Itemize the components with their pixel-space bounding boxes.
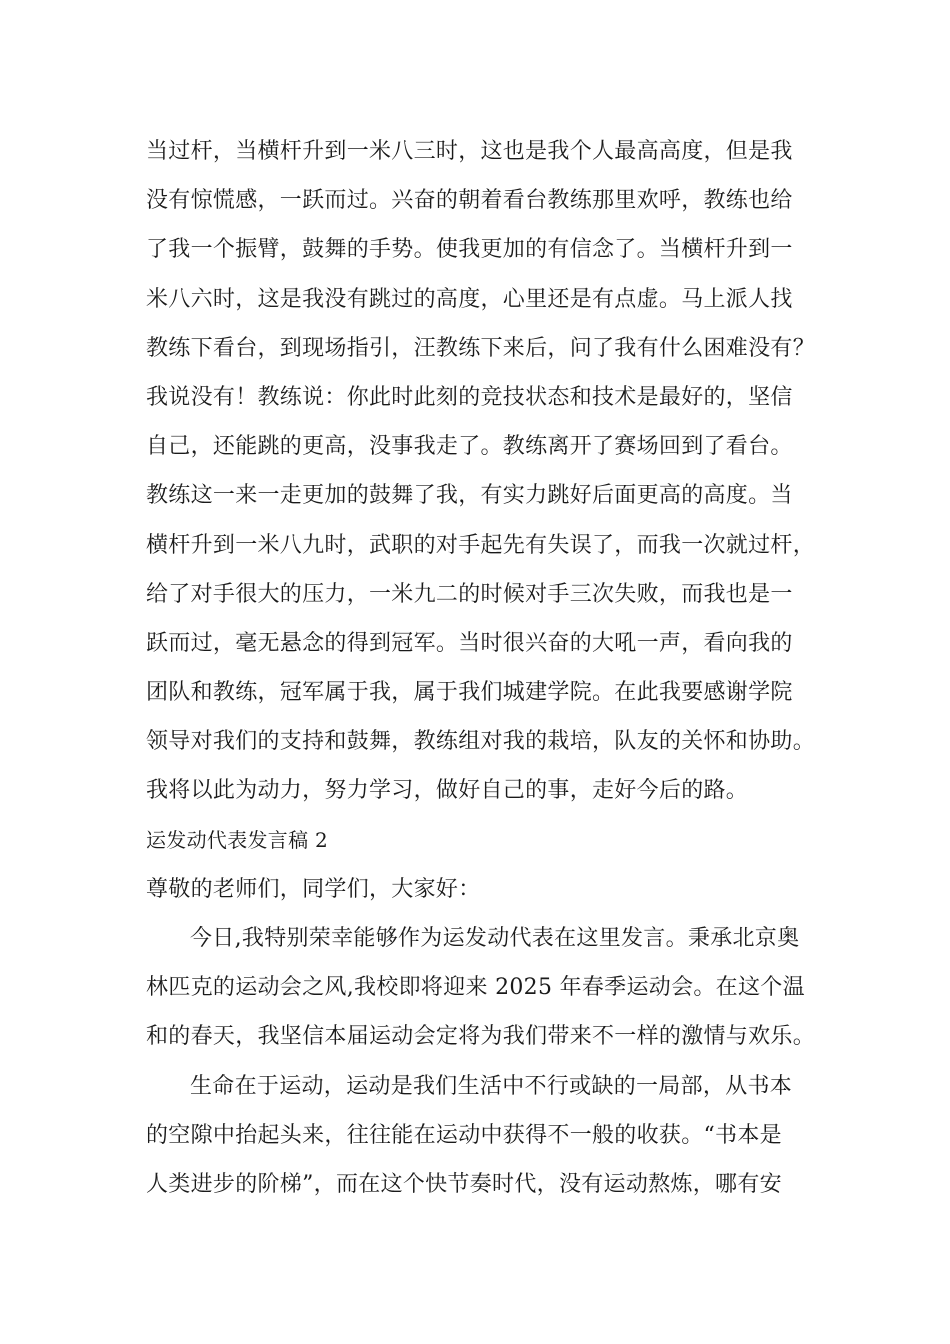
text-line: 今日,我特别荣幸能够作为运发动代表在这里发言。秉承北京奥 — [190, 926, 800, 951]
text-line: 教练这一来一走更加的鼓舞了我，有实力跳好后面更高的高度。当 — [146, 483, 793, 509]
text-line: 当过杆，当横杆升到一米八三时，这也是我个人最高高度，但是我 — [146, 139, 793, 164]
section-heading: 运发动代表发言稿 2 — [146, 827, 329, 852]
text-line: 跃而过，毫无悬念的得到冠军。当时很兴奋的大吼一声，看向我的 — [146, 630, 793, 656]
text-line: 团队和教练，冠军属于我，属于我们城建学院。在此我要感谢学院 — [146, 680, 793, 706]
document-body — [146, 127, 846, 1209]
text-line: 了我一个振臂，鼓舞的手势。使我更加的有信念了。当横杆升到一 — [146, 237, 793, 263]
text-line: 林匹克的运动会之风,我校即将迎来 2025 年春季运动会。在这个温 — [146, 975, 805, 1001]
text-line: 给了对手很大的压力，一米九二的时候对手三次失败，而我也是一 — [146, 581, 793, 607]
text-line: 教练下看台，到现场指引，汪教练下来后，问了我有什么困难没有？ — [146, 335, 816, 361]
text-line: 生命在于运动，运动是我们生活中不行或缺的一局部，从书本 — [190, 1073, 793, 1099]
text-line: 自己，还能跳的更高，没事我走了。教练离开了赛场回到了看台。 — [146, 434, 793, 460]
salutation: 尊敬的老师们，同学们，大家好： — [146, 876, 481, 902]
text-line: 人类进步的阶梯”，而在这个快节奏时代，没有运动熬炼，哪有安 — [146, 1171, 782, 1197]
text-line: 米八六时，这是我没有跳过的高度，心里还是有点虚。马上派人找 — [146, 286, 793, 312]
text-line: 和的春天，我坚信本届运动会定将为我们带来不一样的激情与欢乐。 — [146, 1024, 816, 1050]
text-line: 横杆升到一米八九时，武职的对手起先有失误了，而我一次就过杆， — [146, 532, 816, 558]
text-line: 的空隙中抬起头来，往往能在运动中获得不一般的收获。“书本是 — [146, 1122, 782, 1148]
text-line: 我将以此为动力，努力学习，做好自己的事，走好今后的路。 — [146, 778, 749, 804]
text-line: 没有惊慌感，一跃而过。兴奋的朝着看台教练那里欢呼，教练也给 — [146, 188, 793, 214]
text-line: 我说没有！教练说：你此时此刻的竞技状态和技术是最好的，坚信 — [146, 384, 793, 410]
text-line: 领导对我们的支持和鼓舞，教练组对我的栽培，队友的关怀和协助。 — [146, 729, 816, 755]
